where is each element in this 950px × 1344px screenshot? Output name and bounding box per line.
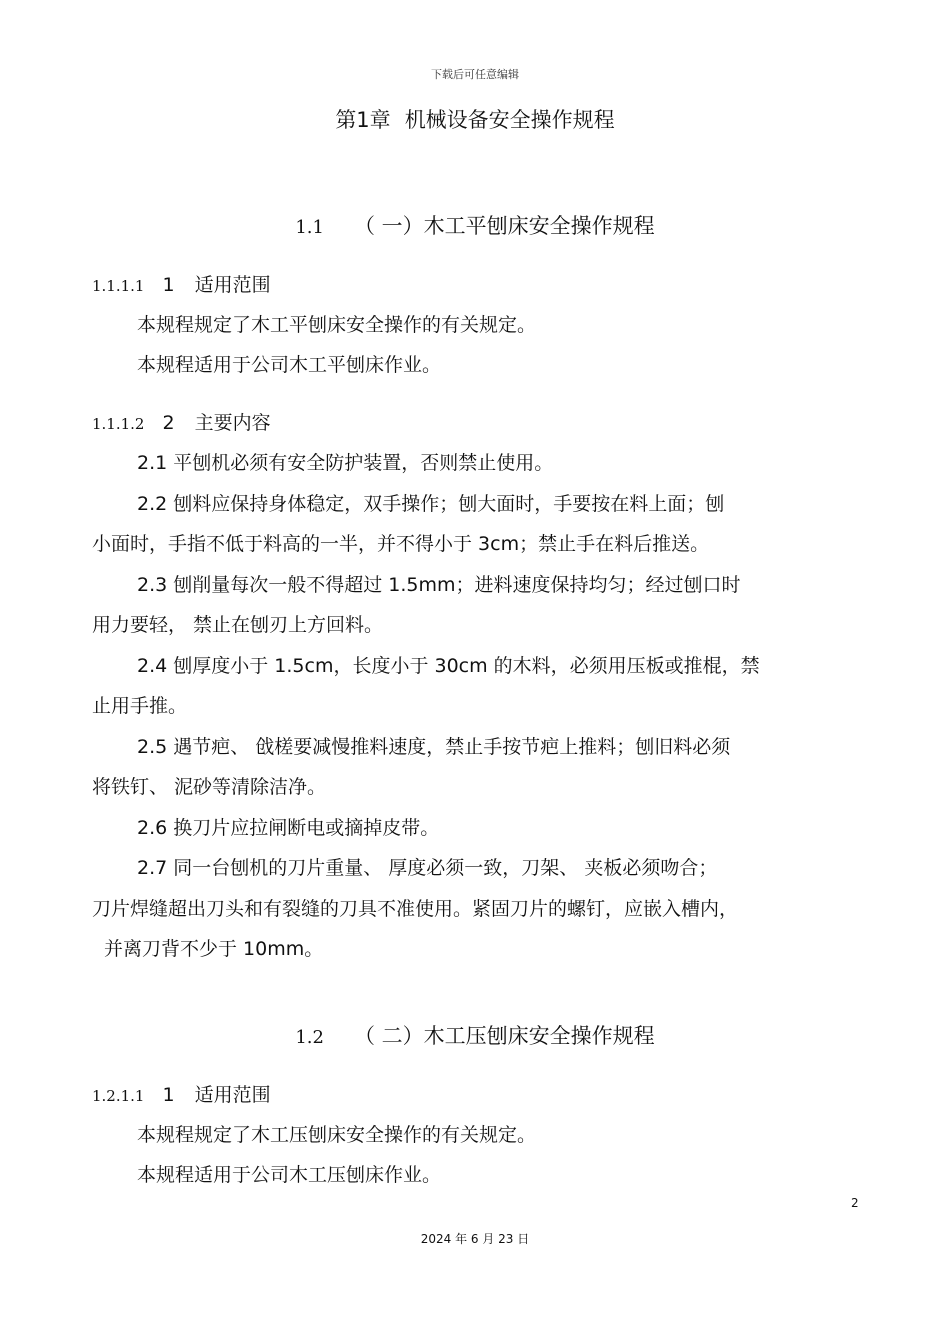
paragraph: 本规程规定了木工压刨床安全操作的有关规定。 <box>137 1124 537 1146</box>
paragraph: 本规程适用于公司木工压刨床作业。 <box>137 1164 442 1186</box>
clause-2-4-line-1: 2.4 刨厚度小于 1.5cm，长度小于 30cm 的木料，必须用压板或推棍，禁 <box>137 655 760 677</box>
subsection-heading-scope-2 <box>92 1080 271 1107</box>
chapter-name: 机械设备安全操作规程 <box>404 108 615 132</box>
clause-2-7-line-3: 并离刀背不少于 10mm。 <box>104 938 324 960</box>
subsection-number: 1.1.1.1 <box>92 277 145 295</box>
clause-2-4-line-2: 止用手推。 <box>92 695 188 717</box>
subsection-number: 1.1.1.2 <box>92 415 145 433</box>
clause-2-3-line-1: 2.3 刨削量每次一般不得超过 1.5mm；进料速度保持均匀；经过刨口时 <box>137 574 741 596</box>
subsection-index: 1 <box>162 274 175 296</box>
clause-2-7-line-1: 2.7 同一台刨机的刀片重量、 厚度必须一致，刀架、 夹板必须吻合； <box>137 857 718 879</box>
section-number: 1.1 <box>295 217 324 238</box>
page-number: 2 <box>851 1196 859 1210</box>
clause-2-3-line-2: 用力要轻， 禁止在刨刃上方回料。 <box>92 614 384 636</box>
subsection-number: 1.2.1.1 <box>92 1087 145 1105</box>
chapter-number: 第1章 <box>335 108 391 132</box>
subsection-index: 1 <box>162 1084 175 1106</box>
clause-2-5-line-1: 2.5 遇节疤、 戗槎要减慢推料速度，禁止手按节疤上推料；刨旧料必须 <box>137 736 731 758</box>
subsection-heading-scope <box>92 270 271 297</box>
subsection-title: 适用范围 <box>194 1084 271 1106</box>
paragraph: 本规程规定了木工平刨床安全操作的有关规定。 <box>137 314 537 336</box>
section-number: 1.2 <box>295 1027 324 1048</box>
section-heading-1-2 <box>0 1020 950 1050</box>
clause-2-6: 2.6 换刀片应拉闸断电或摘掉皮带。 <box>137 817 440 839</box>
page-header: 下载后可任意编辑 <box>431 68 519 81</box>
subsection-title: 主要内容 <box>194 412 271 434</box>
chapter-title <box>0 104 950 134</box>
footer-date: 2024 年 6 月 23 日 <box>420 1232 530 1246</box>
subsection-heading-content <box>92 408 271 435</box>
subsection-title: 适用范围 <box>194 274 271 296</box>
subsection-index: 2 <box>162 412 175 434</box>
section-title: （ 一）木工平刨床安全操作规程 <box>353 214 655 238</box>
clause-2-2-line-2: 小面时，手指不低于料高的一半，并不得小于 3cm；禁止手在料后推送。 <box>92 533 710 555</box>
clause-2-2-line-1: 2.2 刨料应保持身体稳定，双手操作；刨大面时，手要按在料上面；刨 <box>137 493 725 515</box>
section-heading-1-1 <box>0 210 950 240</box>
clause-2-7-line-2: 刀片焊缝超出刀头和有裂缝的刀具不准使用。紧固刀片的螺钉，应嵌入槽内， <box>92 898 739 920</box>
section-title: （ 二）木工压刨床安全操作规程 <box>353 1024 655 1048</box>
paragraph: 本规程适用于公司木工平刨床作业。 <box>137 354 442 376</box>
clause-2-5-line-2: 将铁钉、 泥砂等清除洁净。 <box>92 776 327 798</box>
clause-2-1: 2.1 平刨机必须有安全防护装置，否则禁止使用。 <box>137 452 554 474</box>
